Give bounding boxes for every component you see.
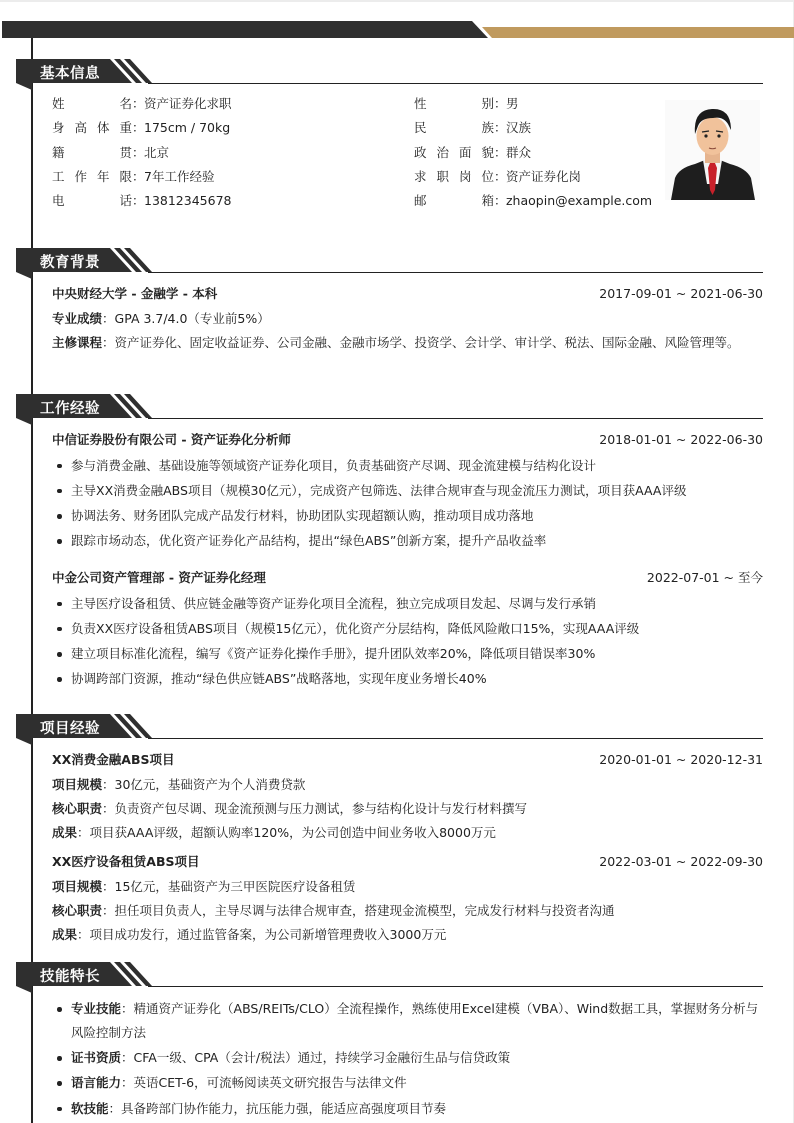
info-row xyxy=(414,165,652,189)
info-row xyxy=(52,189,232,213)
info-colon: ： xyxy=(494,168,507,184)
info-label-char: 年 xyxy=(96,168,110,184)
project-header xyxy=(52,748,763,773)
info-label-char: 工 xyxy=(52,168,65,184)
job-bullet: 协调跨部门资源，推动“绿色供应链ABS”战略落地，实现年度业务增长40% xyxy=(52,666,763,691)
info-row xyxy=(52,141,232,165)
scale-label: 项目规模 xyxy=(52,878,103,894)
info-label-char: 电 xyxy=(52,193,65,209)
job-header xyxy=(52,428,763,453)
info-label-char: 族 xyxy=(481,120,494,136)
info-label xyxy=(52,165,132,189)
project-scale xyxy=(52,773,763,797)
project-1 xyxy=(52,748,763,845)
section-education xyxy=(0,248,794,274)
job-bullet: 参与消费金融、基础设施等领域资产证券化项目，负责基础资产尽调、现金流建模与结构化设计 xyxy=(52,453,763,478)
info-value: 7年工作经验 xyxy=(144,168,215,184)
scale-label: 项目规模 xyxy=(52,776,103,792)
section-title: 技能特长 xyxy=(40,969,100,985)
work-job-1 xyxy=(52,428,763,554)
info-label-char: 政 xyxy=(414,144,427,160)
job-bullet: 建立项目标准化流程，编写《资产证券化操作手册》，提升团队效率20%，降低项目错误率30% xyxy=(52,641,763,666)
work-job-2 xyxy=(52,566,763,692)
info-label xyxy=(414,116,494,140)
section-title: 教育背景 xyxy=(40,255,100,271)
education-date: 2017-09-01 ~ 2021-06-30 xyxy=(599,286,763,301)
info-value: 北京 xyxy=(144,144,170,160)
job-title: 中信证券股份有限公司 - 资产证券化分析师 xyxy=(52,432,291,447)
info-label-char: 贯 xyxy=(119,144,132,160)
skills-list xyxy=(52,997,763,1121)
info-colon: ： xyxy=(494,120,507,136)
education-courses xyxy=(52,331,763,355)
info-label xyxy=(52,92,132,116)
info-label-char: 别 xyxy=(481,96,494,111)
job-bullet: 主导医疗设备租赁、供应链金融等资产证券化项目全流程，独立完成项目发起、尽调与发行承销 xyxy=(52,591,763,616)
info-value: 175cm / 70kg xyxy=(144,120,231,136)
info-label-char: 话 xyxy=(119,193,132,209)
job-bullet: 负责XX医疗设备租赁ABS项目（规模15亿元），优化资产分层结构，降低风险敞口15%，实现AAA评级 xyxy=(52,616,763,641)
result-label: 成果 xyxy=(52,824,78,840)
courses-label: 主修课程 xyxy=(52,334,103,350)
info-colon: ： xyxy=(494,96,507,111)
info-label-char: 姓 xyxy=(52,96,65,111)
result-value: ：项目获AAA评级，超额认购率120%，为公司创造中间业务收入8000万元 xyxy=(77,824,496,840)
scale-value: ：30亿元，基础资产为个人消费贷款 xyxy=(102,776,306,792)
duty-label: 核心职责 xyxy=(52,902,103,918)
info-row xyxy=(414,141,652,165)
project-header xyxy=(52,850,763,875)
top-decorative-bar xyxy=(0,0,794,40)
job-date: 2018-01-01 ~ 2022-06-30 xyxy=(599,432,763,447)
project-2 xyxy=(52,850,763,947)
left-vertical-rule xyxy=(31,38,33,1123)
info-label-char: 位 xyxy=(481,168,494,184)
project-date: 2020-01-01 ~ 2020-12-31 xyxy=(599,752,763,767)
info-value: 资产证券化求职 xyxy=(144,96,232,111)
info-label-char: 重 xyxy=(119,120,132,136)
section-header xyxy=(0,714,794,740)
skill-label: 专业技能 xyxy=(71,1001,122,1016)
info-row xyxy=(52,92,232,116)
job-header xyxy=(52,566,763,591)
info-label-char: 岗 xyxy=(458,168,472,184)
section-divider xyxy=(148,83,763,84)
job-bullet: 协调法务、财务团队完成产品发行材料，协助团队实现超额认购，推动项目成功落地 xyxy=(52,503,763,528)
skill-item xyxy=(52,1070,763,1095)
project-result xyxy=(52,821,763,845)
info-label-char: 邮 xyxy=(414,193,427,209)
info-value: 男 xyxy=(506,96,519,111)
info-value: 群众 xyxy=(506,144,532,160)
info-colon: ： xyxy=(132,96,145,111)
section-basic-info xyxy=(0,59,794,85)
info-label xyxy=(52,116,132,140)
result-label: 成果 xyxy=(52,926,78,942)
info-label-char: 箱 xyxy=(481,193,494,209)
result-value: ：项目成功发行，通过监管备案，为公司新增管理费收入3000万元 xyxy=(77,926,447,942)
project-duty xyxy=(52,797,763,821)
section-header xyxy=(0,248,794,274)
section-title: 项目经验 xyxy=(40,721,100,737)
duty-label: 核心职责 xyxy=(52,800,103,816)
skill-text: ：精通资产证券化（ABS/REITs/CLO）全流程操作，熟练使用Excel建模（VBA）、Wind数据工具，掌握财务分析与风险控制方法 xyxy=(71,1001,759,1040)
project-date: 2022-03-01 ~ 2022-09-30 xyxy=(599,854,763,869)
info-label-char: 籍 xyxy=(52,144,65,160)
section-title: 工作经验 xyxy=(40,401,100,417)
info-value: 汉族 xyxy=(506,120,532,136)
info-row xyxy=(414,189,652,213)
skill-item xyxy=(52,1045,763,1070)
education-content xyxy=(52,282,763,355)
info-colon: ： xyxy=(132,144,145,160)
info-label xyxy=(414,141,494,165)
info-colon: ： xyxy=(494,193,507,209)
basic-info-right-column xyxy=(414,92,652,213)
info-label-char: 体 xyxy=(96,120,110,136)
info-label-char: 民 xyxy=(414,120,427,136)
info-label-char: 性 xyxy=(414,96,427,111)
section-projects xyxy=(0,714,794,740)
project-scale xyxy=(52,875,763,899)
skill-text: ：CFA一级、CPA（会计/税法）通过，持续学习金融衍生品与信贷政策 xyxy=(121,1050,511,1065)
info-label xyxy=(414,189,494,213)
section-divider xyxy=(148,272,763,273)
project-title: XX消费金融ABS项目 xyxy=(52,752,175,767)
duty-value: ：担任项目负责人，主导尽调与法律合规审查，搭建现金流模型，完成发行材料与投资者沟通 xyxy=(102,902,615,918)
skill-text: ：具备跨部门协作能力，抗压能力强，能适应高强度项目节奏 xyxy=(108,1100,447,1116)
info-value: zhaopin@example.com xyxy=(506,193,653,209)
info-label-char: 求 xyxy=(414,168,427,184)
skill-item xyxy=(52,1096,763,1121)
info-value: 资产证券化岗 xyxy=(506,168,582,184)
info-value: 13812345678 xyxy=(144,193,232,209)
info-label-char: 治 xyxy=(436,144,449,160)
profile-photo xyxy=(665,100,760,200)
section-divider xyxy=(148,986,763,987)
job-date: 2022-07-01 ~ 至今 xyxy=(646,570,763,585)
project-result xyxy=(52,923,763,947)
info-label-char: 作 xyxy=(74,168,87,184)
info-label xyxy=(414,92,494,116)
courses-value: ：资产证券化、固定收益证券、公司金融、金融市场学、投资学、会计学、审计学、税法、国际金融、风险管理等。 xyxy=(102,334,740,350)
info-colon: ： xyxy=(132,168,145,184)
section-divider xyxy=(148,738,763,739)
skill-text: ：英语CET-6，可流畅阅读英文研究报告与法律文件 xyxy=(121,1075,407,1091)
info-label-char: 职 xyxy=(436,168,449,184)
job-bullet: 主导XX消费金融ABS项目（规模30亿元），完成资产包筛选、法律合规审查与现金流压力测试，项目获AAA评级 xyxy=(52,478,763,503)
education-entry xyxy=(52,282,763,307)
section-header xyxy=(0,394,794,420)
gpa-value: ：GPA 3.7/4.0（专业前5%） xyxy=(102,310,270,326)
skill-label: 证书资质 xyxy=(71,1050,122,1065)
info-row xyxy=(414,116,652,140)
info-label xyxy=(52,189,132,213)
scale-value: ：15亿元，基础资产为三甲医院医疗设备租赁 xyxy=(102,878,356,894)
info-colon: ： xyxy=(132,193,145,209)
info-colon: ： xyxy=(132,120,145,136)
section-header xyxy=(0,59,794,85)
section-work-experience xyxy=(0,394,794,420)
skill-label: 软技能 xyxy=(71,1100,109,1116)
info-row xyxy=(52,116,232,140)
info-row xyxy=(52,165,232,189)
education-title: 中央财经大学 - 金融学 - 本科 xyxy=(52,286,218,301)
info-label-char: 貌 xyxy=(481,144,494,160)
info-label-char: 高 xyxy=(74,120,87,136)
info-row xyxy=(414,92,652,116)
duty-value: ：负责资产包尽调、现金流预测与压力测试，参与结构化设计与发行材料撰写 xyxy=(102,800,528,816)
section-header xyxy=(0,962,794,988)
section-skills xyxy=(0,962,794,988)
info-label-char: 身 xyxy=(52,120,65,136)
skill-label: 语言能力 xyxy=(71,1075,122,1091)
info-label-char: 限 xyxy=(119,168,132,184)
info-label-char: 名 xyxy=(119,96,132,111)
section-divider xyxy=(148,418,763,419)
info-label-char: 面 xyxy=(458,144,472,160)
education-gpa xyxy=(52,307,763,331)
job-bullet: 跟踪市场动态，优化资产证券化产品结构，提出“绿色ABS”创新方案，提升产品收益率 xyxy=(52,528,763,553)
info-label xyxy=(414,165,494,189)
project-title: XX医疗设备租赁ABS项目 xyxy=(52,854,200,869)
info-label xyxy=(52,141,132,165)
info-colon: ： xyxy=(494,144,507,160)
skill-item xyxy=(52,997,763,1045)
job-title: 中金公司资产管理部 - 资产证券化经理 xyxy=(52,570,266,585)
section-title: 基本信息 xyxy=(40,66,100,82)
project-duty xyxy=(52,899,763,923)
gpa-label: 专业成绩 xyxy=(52,310,103,326)
basic-info-left-column xyxy=(52,92,232,213)
